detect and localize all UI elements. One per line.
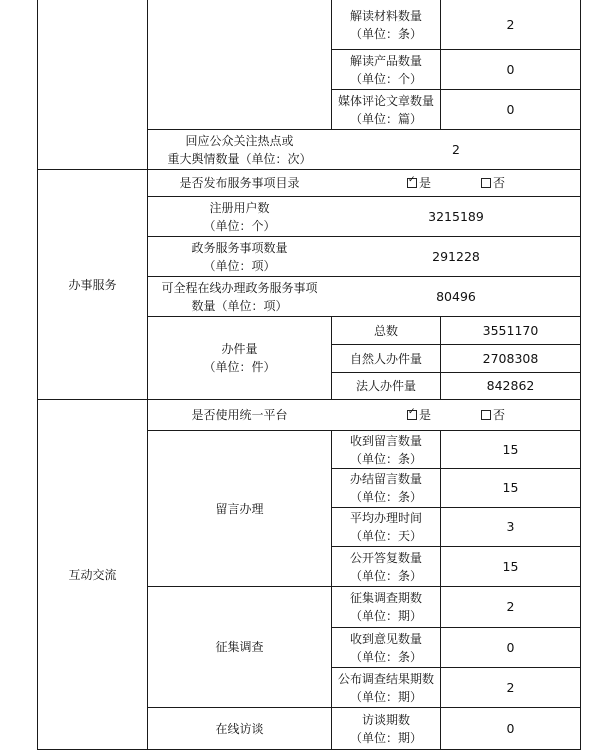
avg-time-label: 平均办理时间 （单位：天） (349, 511, 422, 543)
section-interaction: 互动交流 (68, 567, 117, 582)
interview-periods-label: 访谈期数 （单位：期） (349, 712, 422, 745)
cases-total-value: 3551170 (482, 322, 539, 338)
messages-closed-value: 15 (502, 480, 519, 495)
platform-no-option[interactable]: 否 (481, 406, 505, 424)
catalog-published-options (332, 170, 580, 196)
public-replies-label: 公开答复数量 （单位：条） (349, 550, 422, 583)
online-items-label: 可全程在线办理政务服务事项 数量（单位：项） (161, 280, 318, 313)
section-service: 办事服务 (68, 277, 117, 292)
service-items-value: 291228 (432, 248, 480, 264)
cases-label: 办件量 （单位：件） (203, 342, 276, 374)
public-concern-label: 回应公众关注热点或 重大舆情数量（单位：次） (167, 133, 312, 166)
unified-platform-label: 是否使用统一平台 (191, 408, 288, 422)
cases-legal-label: 法人办件量 (355, 379, 416, 393)
section-survey: 征集调查 (215, 640, 264, 654)
public-replies-value: 15 (502, 558, 519, 574)
checkbox-checked-icon[interactable] (407, 410, 417, 420)
messages-received-label: 收到留言数量 （单位：条） (349, 433, 422, 466)
survey-results-label: 公布调查结果期数 （单位：期） (337, 671, 434, 704)
cases-natural-value: 2708308 (482, 350, 539, 366)
survey-periods-label: 征集调查期数 （单位：期） (349, 591, 422, 623)
messages-closed-label: 办结留言数量 （单位：条） (349, 472, 422, 504)
section-messages: 留言办理 (215, 501, 264, 516)
media-comments-value: 0 (506, 101, 515, 117)
survey-periods-value: 2 (506, 599, 515, 614)
interpret-products-value: 0 (506, 61, 515, 77)
interview-periods-value: 0 (506, 720, 515, 736)
registered-users-value: 3215189 (428, 208, 484, 224)
online-items-value: 80496 (436, 288, 476, 304)
catalog-no-option[interactable]: 否 (481, 174, 505, 192)
cases-natural-label: 自然人办件量 (349, 351, 422, 366)
registered-users-label: 注册用户数 （单位：个） (203, 200, 276, 233)
section-interview: 在线访谈 (215, 721, 264, 736)
checkbox-empty-icon[interactable] (481, 178, 491, 188)
interpret-materials-label: 解读材料数量 （单位：条） (349, 8, 422, 41)
platform-yes-option[interactable]: ✓ 是 (407, 406, 431, 424)
messages-received-value: 15 (502, 441, 519, 457)
survey-results-value: 2 (506, 679, 515, 695)
catalog-yes-option[interactable]: ✓ 是 (407, 174, 431, 192)
unified-platform-options (332, 400, 580, 430)
media-comments-label: 媒体评论文章数量 （单位：篇） (337, 93, 434, 126)
avg-time-value: 3 (506, 519, 515, 534)
checkbox-checked-icon[interactable] (407, 178, 417, 188)
cases-total-label: 总数 (373, 323, 398, 338)
catalog-published-label: 是否发布服务事项目录 (179, 176, 300, 190)
checkbox-empty-icon[interactable] (481, 410, 491, 420)
opinions-value: 0 (506, 639, 515, 655)
opinions-label: 收到意见数量 （单位：条） (349, 631, 422, 664)
interpret-products-label: 解读产品数量 （单位：个） (349, 53, 422, 86)
service-items-label: 政务服务事项数量 （单位：项） (191, 240, 288, 273)
cases-legal-value: 842862 (486, 378, 535, 393)
interpret-materials-value: 2 (506, 16, 515, 32)
public-concern-value: 2 (452, 141, 460, 157)
